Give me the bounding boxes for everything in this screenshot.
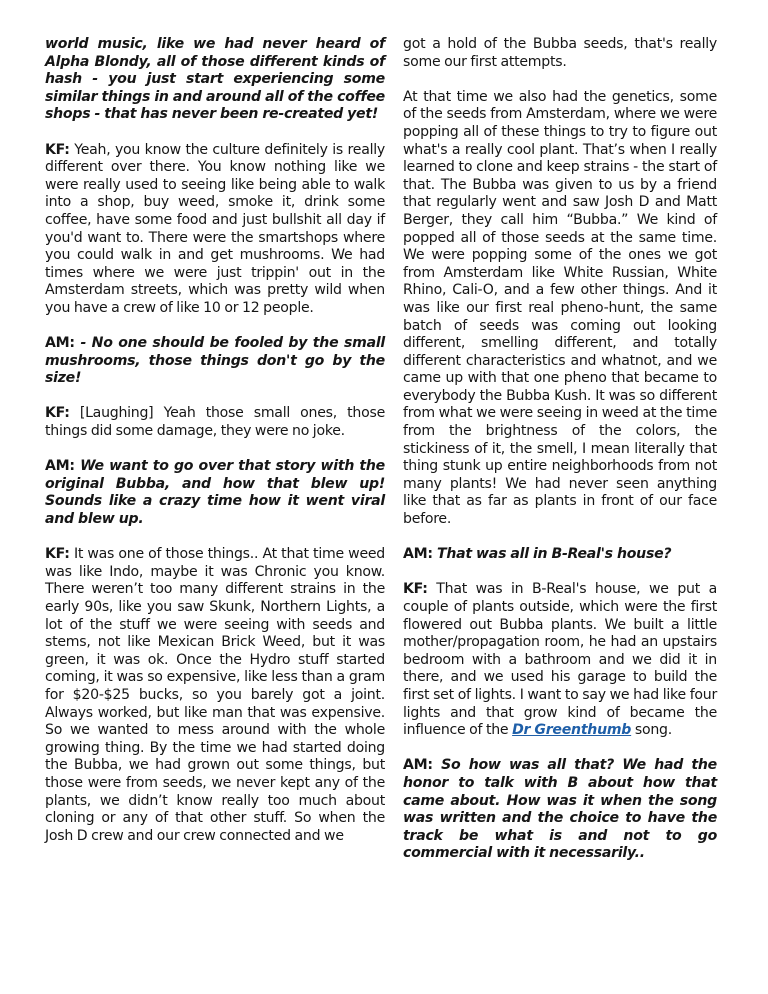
question-paragraph bbox=[45, 335, 385, 388]
answer-text: At that time we also had the genetics, some of the seeds from Amsterdam, where we were popping all of these things to try to figure out what's a really cool plant. That’s when I really learned to clone and keep strains - the start of that. The Bubba was given to us by a friend that regularly went and saw Josh D and Matt Berger, they call him “Bubba.” We kind of popped all of those seeds at the same time. We were popping some of the ones we got from Amsterdam like White Russian, White Rhino, Cali-O, and a few other things. And it was like our first real pheno-hunt, the same batch of seeds was coming out looking different, smelling different, and totally different characteristics and whatnot, and we came up with that one pheno that became to everybody the Bubba Kush. It was so different from what we were seeing in weed at the time from the brightness of the colors, the stickiness of it, the smell, I mean literally that thing stunk up entire neighborhoods from not many plants! We had never seen anything like that as far as plants in front of our face before. bbox=[403, 88, 717, 528]
answer-text: got a hold of the Bubba seeds, that's really some our first attempts. bbox=[403, 36, 717, 70]
speaker-label: KF: bbox=[45, 405, 70, 422]
question-text: We want to go over that story with the original Bubba, and how that blew up! Sounds like a crazy time how it went viral and blew up. bbox=[45, 458, 385, 528]
answer-text: [Laughing] Yeah those small ones, those things did some damage, they were no joke. bbox=[45, 405, 385, 440]
question-continuation bbox=[45, 36, 385, 124]
dr-greenthumb-link[interactable]: Dr Greenthumb bbox=[512, 722, 632, 739]
answer-paragraph bbox=[45, 405, 385, 440]
answer-text-end: song. bbox=[631, 722, 672, 739]
right-column bbox=[403, 36, 717, 881]
answer-paragraph bbox=[403, 581, 717, 739]
answer-text: It was one of those things.. At that time weed was like Indo, maybe it was Chronic you know. There weren’t too many different strains in the early 90s, like you saw Skunk, Northern Lights, a lot of the stuff we were seeing with seeds and stems, not like Mexican Brick Weed, but it was green, it was ok. Once the Hydro stuff started coming, it was so expensive, like less than a gram for $20-$25 bucks, so you barely got a joint. Always worked, but like man that was expensive. So we wanted to mess around with the whole growing thing. By the time we had started doing the Bubba, we had grown out some things, but those were from seeds, we never kept any of the plants, we didn’t know really too much about cloning or any of that other stuff. So when the Josh D crew and our crew connected and we bbox=[45, 546, 385, 844]
question-text: world music, like we had never heard of Alpha Blondy, all of those different kinds of hash - you just start experiencing some similar things in and around all of the coffee shops - that has never been re-created yet! bbox=[45, 36, 385, 123]
question-paragraph bbox=[403, 546, 717, 564]
answer-paragraph bbox=[45, 546, 385, 845]
question-text: So how was all that? We had the honor to talk with B about how that came about. How was it when the song was written and the choice to have the track be what is and not to go commercial with it necessarily.. bbox=[403, 757, 717, 862]
question-paragraph bbox=[403, 757, 717, 863]
answer-continuation bbox=[403, 36, 717, 71]
answer-paragraph bbox=[45, 142, 385, 318]
answer-text: Yeah, you know the culture definitely is really different over there. You know nothing like we were really used to seeing like being able to walk into a shop, buy weed, smoke it, drink some coffee, have some food and just bullshit all day if you'd want to. There were the smartshops where you could walk in and get mushrooms. We had times where we were just trippin' out in the Amsterdam streets, which was pretty wild when you have a crew of like 10 or 12 people. bbox=[45, 141, 385, 316]
left-column bbox=[45, 36, 385, 863]
speaker-label: KF: bbox=[45, 546, 70, 563]
speaker-label: AM: bbox=[403, 757, 433, 774]
speaker-label: KF: bbox=[403, 581, 428, 598]
speaker-label: AM: bbox=[45, 335, 75, 352]
question-text: - No one should be fooled by the small mushrooms, those things don't go by the size! bbox=[45, 335, 385, 387]
question-text: That was all in B-Real's house? bbox=[432, 546, 672, 563]
speaker-label: AM: bbox=[45, 458, 75, 475]
answer-paragraph bbox=[403, 89, 717, 529]
speaker-label: AM: bbox=[403, 546, 433, 563]
answer-text: That was in B-Real's house, we put a couple of plants outside, which were the first flowered out Bubba plants. We built a little mother/propagation room, he had an upstairs bedroom with a bathroom and we did it in there, and we used his garage to build the first set of lights. I want to say we had like four lights and that grow kind of became the influence of the bbox=[403, 581, 717, 739]
question-paragraph bbox=[45, 458, 385, 528]
speaker-label: KF: bbox=[45, 141, 70, 158]
